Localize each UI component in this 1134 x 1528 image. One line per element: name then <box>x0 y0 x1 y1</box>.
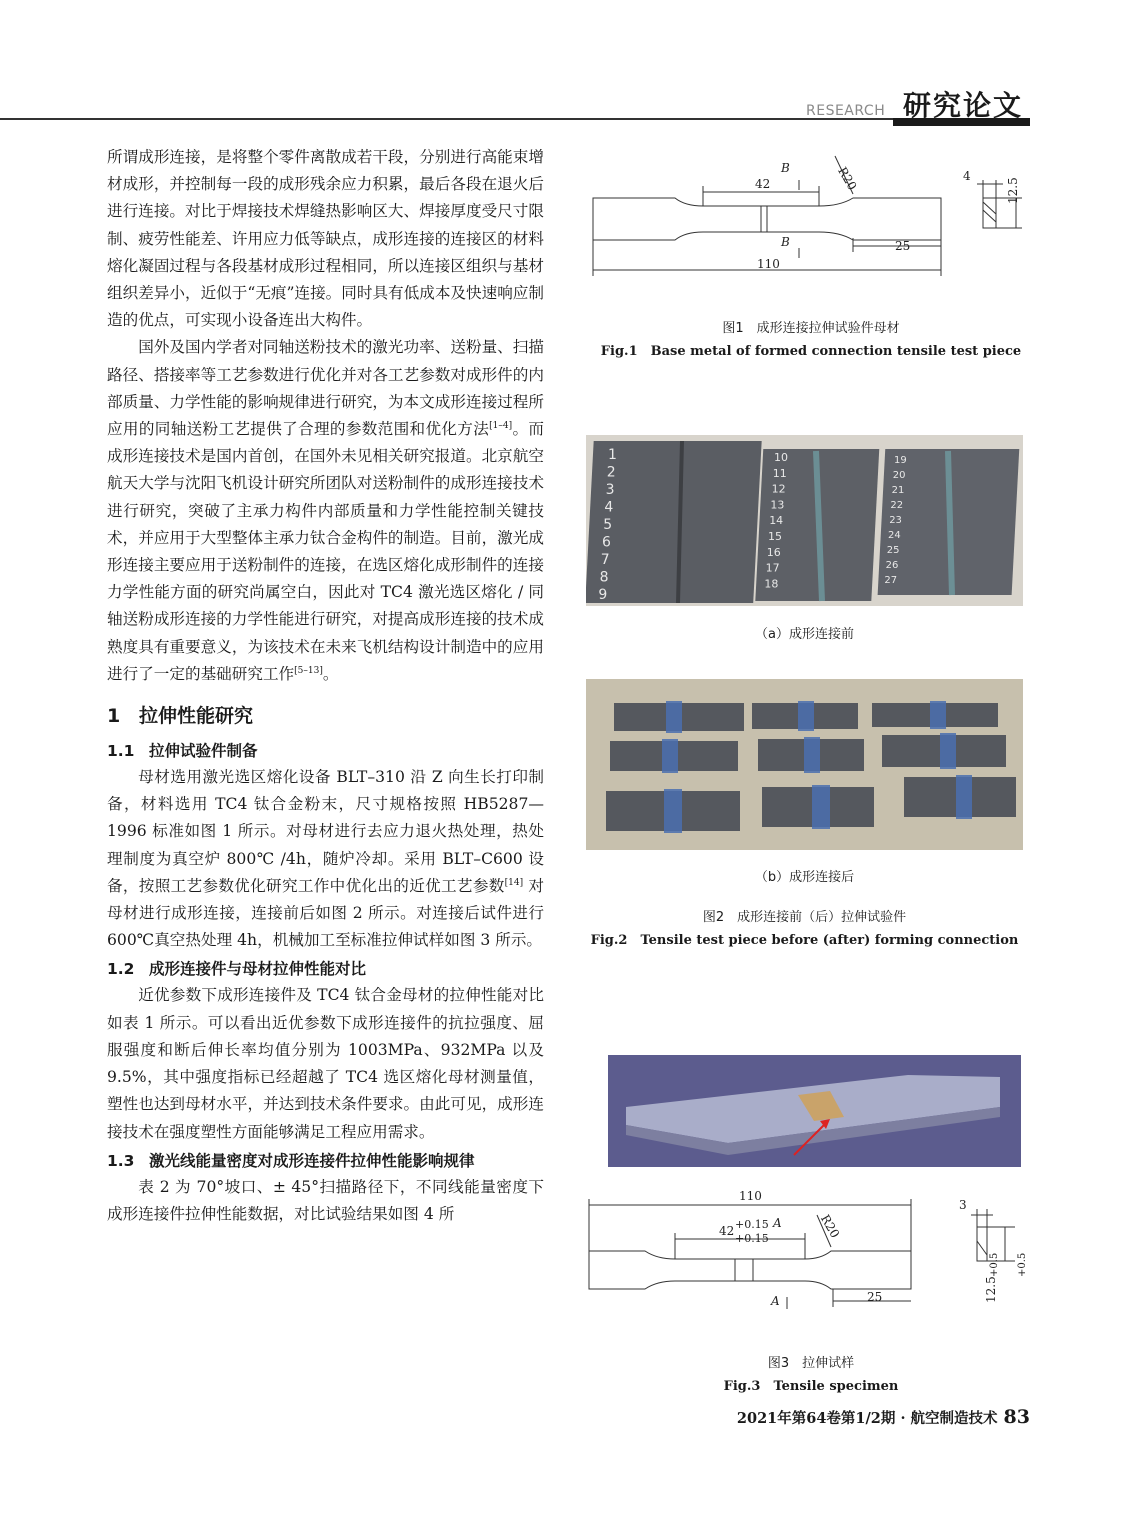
strip-number: 14 <box>769 514 784 528</box>
header-section-label-zh: 研究论文 <box>903 89 1024 122</box>
strip-number: 9 <box>598 587 608 603</box>
figure-2a-subcaption: （a）成形连接前 <box>755 627 854 642</box>
strip-number: 23 <box>889 515 902 526</box>
figure-3-drawing <box>585 1185 1035 1313</box>
dim-12-5-tol-2: +0.5 <box>1017 1252 1028 1277</box>
strip-number: 5 <box>603 517 613 533</box>
figure-2b-subcaption: （b）成形连接后 <box>754 870 855 885</box>
dim-42-tol-upper: +0.15 <box>735 1218 769 1231</box>
strip-number: 10 <box>774 451 788 464</box>
strip-number: 13 <box>770 498 785 512</box>
dim-25: 25 <box>895 239 911 253</box>
paragraph-4: 近优参数下成形连接件及 TC4 钛合金母材的拉伸性能对比如表 1 所示。可以看出近优参数下成形连接件的抗拉强度、屈服强度和断后伸长率均值分别为 1003MPa、932MPa 以及 9.5%，其中强度指标已经超越了 TC4 选区熔化母材测量值，塑性也达到母材水平，并达到技术条件要求。由此可见，成形连接技术在强度塑性方面能够满足工程应用需求。 <box>107 986 544 1141</box>
page-number: 83 <box>1003 1406 1030 1428</box>
subsection-heading-1-3: 1.3 激光线能量密度对成形连接件拉伸性能影响规律 <box>107 1151 475 1170</box>
paragraph-5: 表 2 为 70°坡口、± 45°扫描路径下，不同线能量密度下成形连接件拉伸性能数据，对比试验结果如图 4 所 <box>107 1177 544 1223</box>
strip-number: 22 <box>890 500 904 511</box>
figure-3-caption-en: Fig.3 Tensile specimen <box>723 1379 899 1394</box>
paragraph-3: 母材选用激光选区熔化设备 BLT–310 沿 Z 向生长打印制备，材料选用 TC4 钛合金粉末，尺寸规格按照 HB5287—1996 标准如图 1 所示。对母材进行去应力退火热处理，热处理制度为真空炉 800℃ /4h，随炉冷却。采用 BLT–C600 设备，按照工艺参数优化研究工作中优化出的近优工艺参数[14] 对母材进行成形连接，连接前后如图 2 所示。对连接后试件进行 600℃真空热处理 4h，机械加工至标准拉伸试样如图 3 所示。 <box>107 768 544 950</box>
paragraph-1: 所谓成形连接，是将整个零件离散成若干段，分别进行高能束增材成形，并控制每一段的成形残余应力积累，最后各段在退火后进行连接。对比于焊接技术焊缝热影响区大、焊接厚度受尺寸限制、疲劳性能差、许用应力低等缺点，成形连接的连接区的材料熔化凝固过程与各段基材成形过程相同，所以连接区组织与基材组织差异小，近似于“无痕”连接。同时具有低成本及快速响应制造的优点，可实现小设备连出大构件。 <box>107 148 544 330</box>
left-column <box>107 144 544 1228</box>
subsection-heading-1-2: 1.2 成形连接件与母材拉伸性能对比 <box>107 960 367 979</box>
strip-number: 11 <box>772 466 787 480</box>
figure-1-drawing <box>585 150 1035 290</box>
dim-4: 4 <box>963 169 971 183</box>
citation-14: [14] <box>504 877 524 888</box>
dim-42-tol-lower: +0.15 <box>735 1232 769 1245</box>
figure-2a-photo <box>586 435 1023 606</box>
figure-3-caption-zh: 图3 拉伸试样 <box>767 1356 855 1371</box>
figure-3-render <box>608 1055 1021 1167</box>
figure-1-caption-zh: 图1 成形连接拉伸试验件母材 <box>722 321 900 336</box>
dim-110: 110 <box>757 257 780 271</box>
strip-number: 24 <box>888 530 901 541</box>
side-view <box>983 198 996 228</box>
strip-number: 16 <box>766 545 781 559</box>
specimen-outline <box>589 1251 911 1289</box>
side-view <box>977 1227 987 1261</box>
dim-R20: R20 <box>835 164 860 193</box>
strip-number: 17 <box>765 561 780 575</box>
figure-2b-photo <box>586 679 1023 850</box>
dim-12-5: 12.5 <box>984 1276 998 1303</box>
strip-number: 18 <box>764 577 779 591</box>
strip-number: 1 <box>608 447 617 463</box>
figure-1-caption-en: Fig.1 Base metal of formed connection tensile test piece <box>600 344 1022 359</box>
journal-issue: 2021年第64卷第1/2期 · 航空制造技术 <box>736 1410 998 1427</box>
strip-number: 3 <box>605 482 615 498</box>
strip-number: 25 <box>886 545 900 556</box>
strip-number: 12 <box>771 482 786 496</box>
subsection-heading-1-1: 1.1 拉伸试验件制备 <box>107 742 258 761</box>
citation-1-4: [1–4] <box>489 420 513 431</box>
figure-2-caption-zh: 图2 成形连接前（后）拉伸试验件 <box>702 910 907 925</box>
strip-number: 21 <box>891 485 905 496</box>
strip-number: 15 <box>768 530 782 543</box>
strip-number: 20 <box>892 470 906 481</box>
dim-110: 110 <box>739 1189 762 1203</box>
dim-42: 42 <box>755 177 771 191</box>
dim-B-bottom: B <box>781 235 790 249</box>
strip-number: 2 <box>606 464 616 481</box>
strip-number: 27 <box>884 575 898 586</box>
dim-12-5: 12.5 <box>1006 177 1020 204</box>
dim-A-top: A <box>773 1216 782 1230</box>
dim-3: 3 <box>959 1198 967 1212</box>
strip-number: 7 <box>600 552 610 568</box>
strip-number: 19 <box>894 455 907 466</box>
footer <box>737 1406 1030 1428</box>
section-heading-1: 1 拉伸性能研究 <box>107 705 254 728</box>
figure-2-caption-en: Fig.2 Tensile test piece before (after) forming connection <box>590 933 1019 948</box>
dim-A-bottom: A <box>771 1294 780 1308</box>
strip-number: 4 <box>604 499 614 516</box>
citation-5-13: [5–13] <box>294 665 323 676</box>
dim-25: 25 <box>867 1290 883 1304</box>
dim-B-top: B <box>781 161 790 175</box>
paragraph-2: 国外及国内学者对同轴送粉技术的激光功率、送粉量、扫描路径、搭接率等工艺参数进行优化并对各工艺参数对成形件的内部质量、力学性能的影响规律进行研究，为本文成形连接过程所应用的同轴送粉工艺提供了合理的参数范围和优化方法[1–4]。而成形连接技术是国内首创，在国外未见相关研究报道。北京航空航天大学与沈阳飞机设计研究所团队对送粉制件的成形连接技术进行研究，突破了主承力构件内部质量和力学性能控制关键技术，并应用于大型整体主承力钛合金构件的制造。目前，激光成形连接主要应用于送粉制件的连接，在选区熔化成形制件的连接力学性能方面的研究尚属空白，因此对 TC4 激光选区熔化 / 同轴送粉成形连接的力学性能进行研究，对提高成形连接的技术成熟度具有重要意义，为该技术在未来飞机结构设计制造中的应用进行了一定的基础研究工作[5–13]。 <box>107 338 544 683</box>
strip-number: 8 <box>599 569 609 586</box>
dim-42: 42 <box>719 1224 735 1238</box>
dim-12-5-tol-1: +0.5 <box>989 1252 1000 1277</box>
strip-number: 26 <box>885 560 899 571</box>
header-section-label-en: RESEARCH <box>806 103 886 119</box>
dim-R20: R20 <box>817 1212 843 1241</box>
strip-number: 6 <box>602 534 611 551</box>
